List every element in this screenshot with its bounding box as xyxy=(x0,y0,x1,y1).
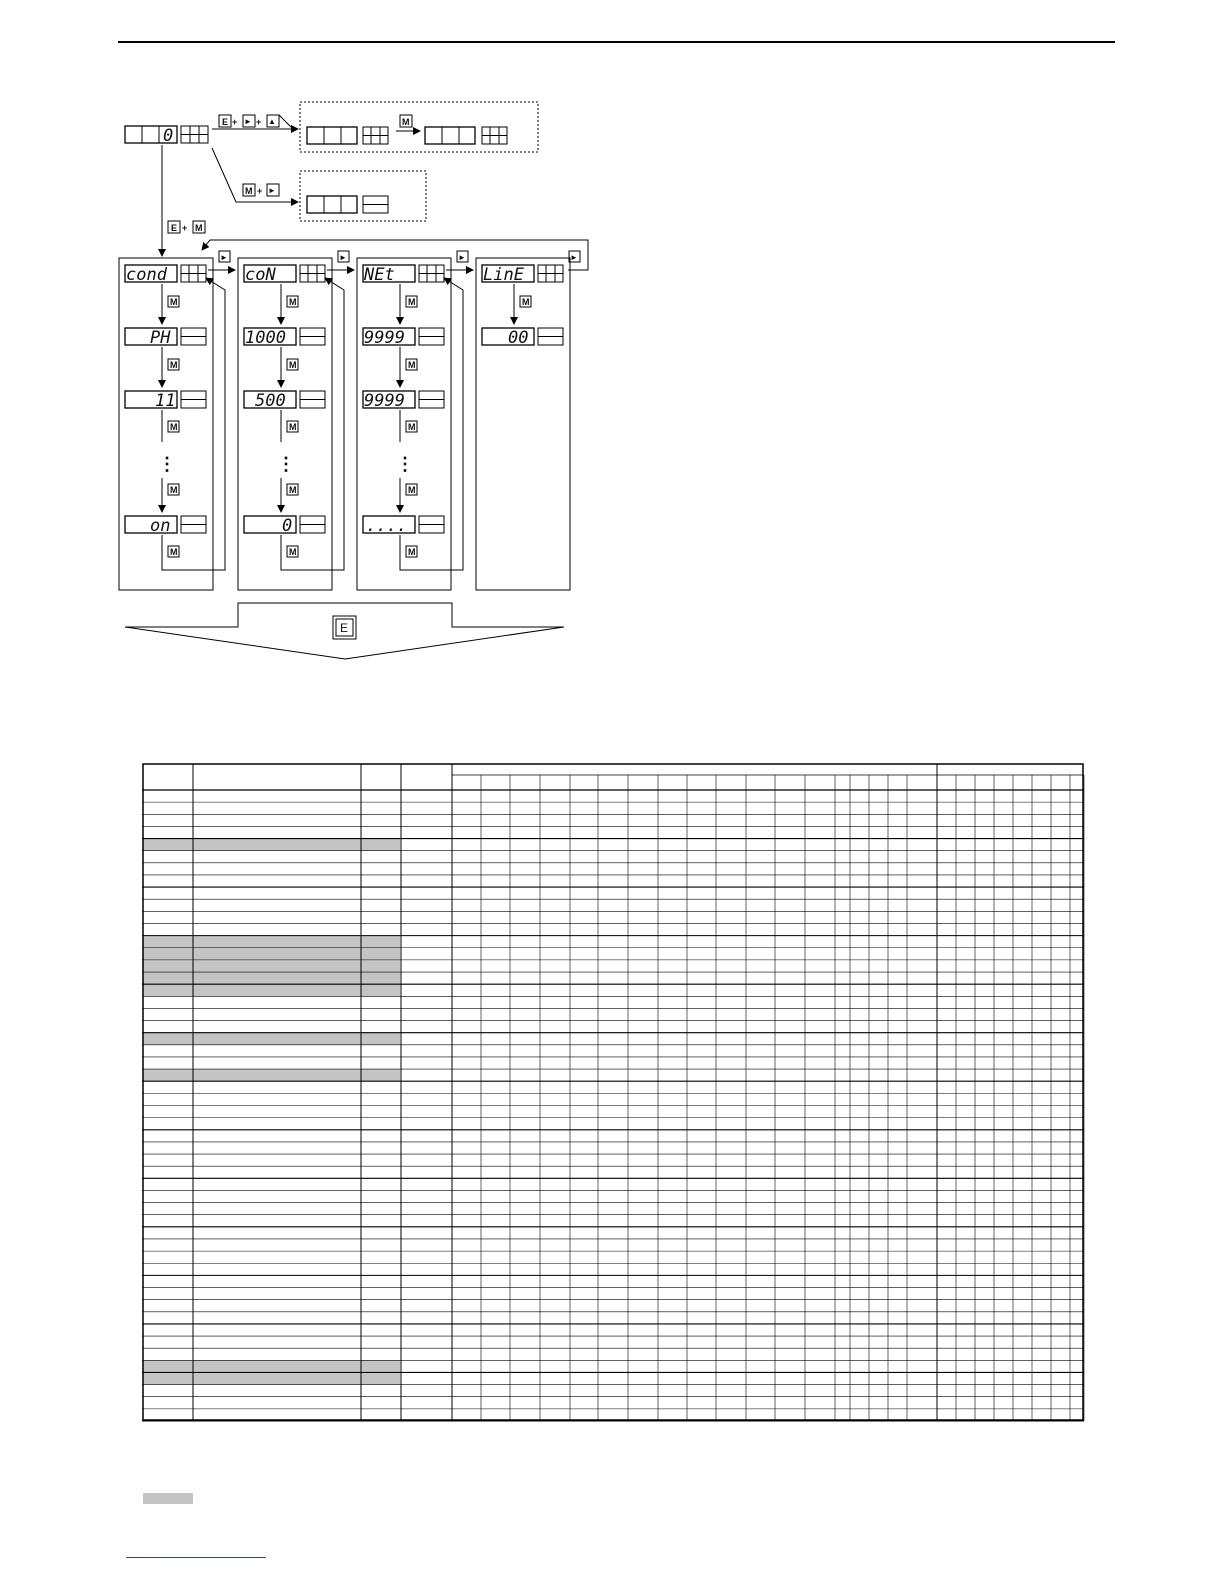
svg-text:11: 11 xyxy=(155,391,176,411)
branch-shift xyxy=(212,148,426,221)
svg-text:►: ► xyxy=(220,253,228,262)
svg-text:+: + xyxy=(257,186,263,196)
svg-text:500: 500 xyxy=(255,391,286,411)
svg-text:coN: coN xyxy=(245,265,276,285)
shaded-row-legend-swatch xyxy=(143,1493,193,1504)
enter-setup-arrow xyxy=(162,145,205,256)
svg-text:+: + xyxy=(182,223,188,233)
svg-text:►: ► xyxy=(268,186,276,195)
svg-text:9999: 9999 xyxy=(364,328,405,348)
svg-text:00: 00 xyxy=(508,328,529,348)
menu-column-line xyxy=(476,258,570,590)
svg-text:M: M xyxy=(170,485,178,495)
svg-text:M: M xyxy=(408,547,416,557)
svg-text:M: M xyxy=(170,360,178,370)
svg-text:M: M xyxy=(170,422,178,432)
svg-text:M: M xyxy=(402,117,410,127)
svg-text:▲: ▲ xyxy=(268,117,276,126)
parameter-table xyxy=(142,763,1087,1425)
svg-text:M: M xyxy=(289,422,297,432)
svg-text:M: M xyxy=(289,547,297,557)
start-display xyxy=(125,126,208,146)
svg-text:M: M xyxy=(289,485,297,495)
confirm-arrow xyxy=(125,603,564,659)
svg-text:M: M xyxy=(170,297,178,307)
svg-text:1000: 1000 xyxy=(245,328,286,348)
svg-text:M: M xyxy=(408,297,416,307)
svg-text:9999: 9999 xyxy=(364,391,405,411)
svg-text:+: + xyxy=(256,117,262,127)
svg-text:M: M xyxy=(289,297,297,307)
menu-column-net xyxy=(357,258,463,590)
svg-text:M: M xyxy=(195,223,203,233)
svg-text:M: M xyxy=(170,547,178,557)
branch-reset xyxy=(212,102,538,152)
svg-text:⋮: ⋮ xyxy=(158,454,176,474)
svg-text:....: .... xyxy=(366,516,407,536)
key-flow-diagram xyxy=(0,0,620,680)
svg-text:+: + xyxy=(232,117,238,127)
svg-text:M: M xyxy=(522,297,530,307)
svg-text:M: M xyxy=(408,422,416,432)
svg-text:LinE: LinE xyxy=(483,265,524,285)
svg-text:0: 0 xyxy=(282,516,293,536)
svg-text:PH: PH xyxy=(150,328,171,348)
svg-text:⋮: ⋮ xyxy=(396,454,414,474)
start-display-value: 0 xyxy=(163,126,174,146)
svg-text:E: E xyxy=(171,223,178,233)
svg-text:M: M xyxy=(289,360,297,370)
menu-column-con xyxy=(238,258,344,590)
svg-text:on: on xyxy=(150,516,171,536)
svg-text:►: ► xyxy=(244,117,252,126)
column-header: cond xyxy=(126,265,167,285)
svg-text:M: M xyxy=(408,360,416,370)
menu-column-cond xyxy=(119,258,225,590)
svg-text:►: ► xyxy=(458,253,466,262)
svg-text:E: E xyxy=(222,117,229,127)
footnote-rule xyxy=(126,1557,266,1558)
svg-text:NEt: NEt xyxy=(364,265,395,285)
svg-text:M: M xyxy=(408,485,416,495)
svg-text:►: ► xyxy=(570,253,578,262)
svg-text:E: E xyxy=(340,621,349,635)
svg-text:►: ► xyxy=(339,253,347,262)
svg-text:M: M xyxy=(245,186,253,196)
svg-text:⋮: ⋮ xyxy=(277,454,295,474)
